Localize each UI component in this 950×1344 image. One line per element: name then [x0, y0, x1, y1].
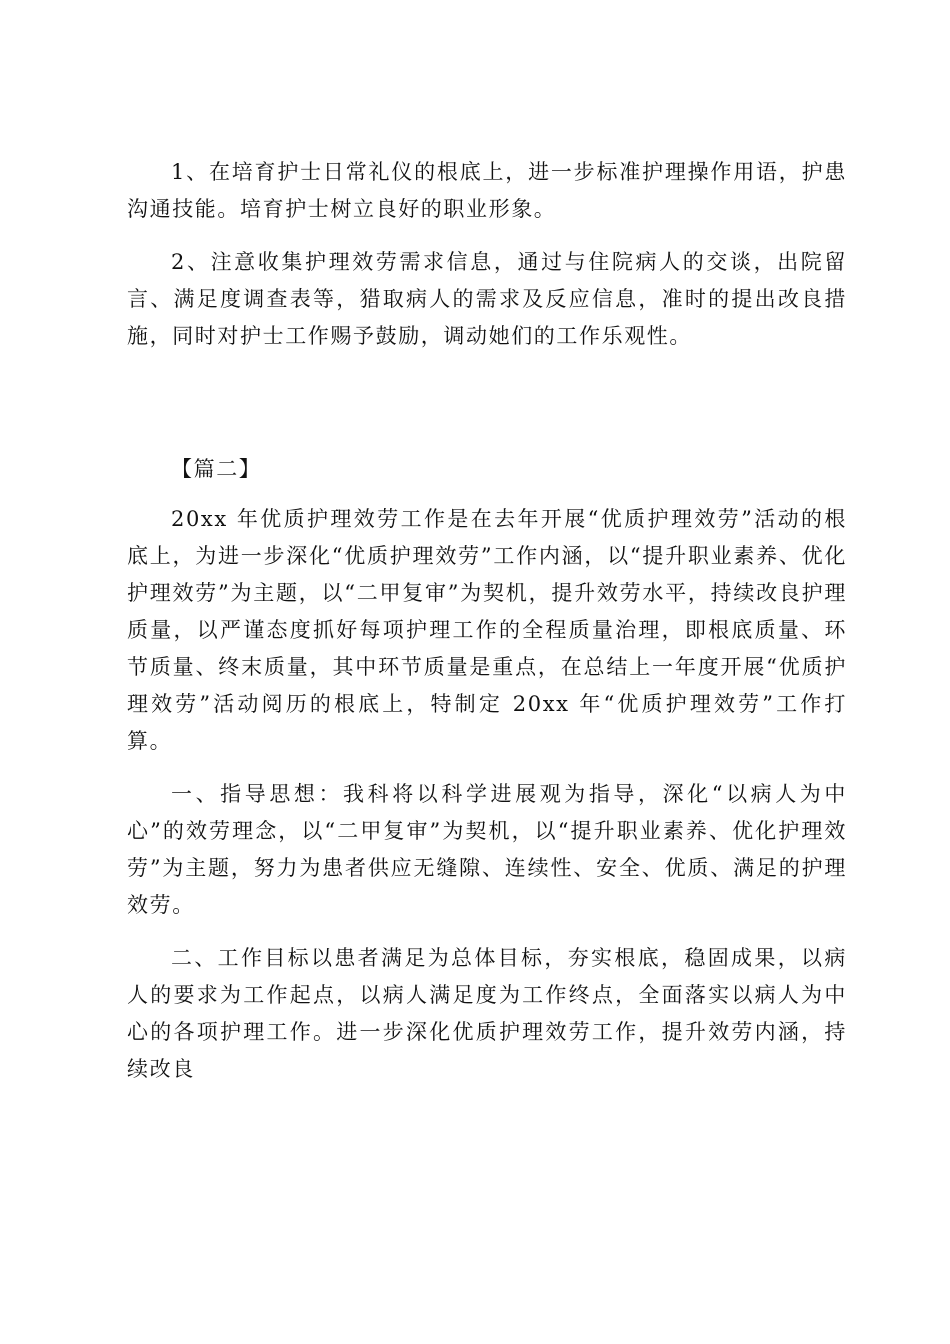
paragraph-guiding-thought: 一、指导思想：我科将以科学进展观为指导，深化“以病人为中心”的效劳理念，以“二甲复审”为契机，以“提升职业素养、优化护理效劳”为主题，努力为患者供应无缝隙、连续性、安全、优质、满足的护理效劳。 — [127, 782, 847, 917]
paragraph-work-goals: 二、工作目标以患者满足为总体目标，夯实根底，稳固成果，以病人的要求为工作起点，以病人满足度为工作终点，全面落实以病人为中心的各项护理工作。进一步深化优质护理效劳工作，提升效劳内涵，持续改良 — [127, 946, 847, 1081]
section-one — [127, 154, 847, 371]
section-heading: 【篇二】 — [171, 457, 262, 481]
paragraph-feedback-collection: 2、注意收集护理效劳需求信息，通过与住院病人的交谈，出院留言、满足度调查表等，猎取病人的需求及反应信息，准时的提出改良措施，同时对护士工作赐予鼓励，调动她们的工作乐观性。 — [127, 250, 847, 348]
section-two — [127, 451, 847, 1104]
paragraph-etiquette-training: 1、在培育护士日常礼仪的根底上，进一步标准护理操作用语，护患沟通技能。培育护士树立良好的职业形象。 — [127, 160, 847, 221]
paragraph-intro: 20xx 年优质护理效劳工作是在去年开展“优质护理效劳”活动的根底上，为进一步深化“优质护理效劳”工作内涵，以“提升职业素养、优化护理效劳”为主题，以“二甲复审”为契机，提升效劳水平，持续改良护理质量，以严谨态度抓好每项护理工作的全程质量治理，即根底质量、环节质量、终末质量，其中环节质量是重点，在总结上一年度开展“优质护理效劳”活动阅历的根底上，特制定 20xx 年“优质护理效劳”工作打算。 — [127, 507, 847, 753]
